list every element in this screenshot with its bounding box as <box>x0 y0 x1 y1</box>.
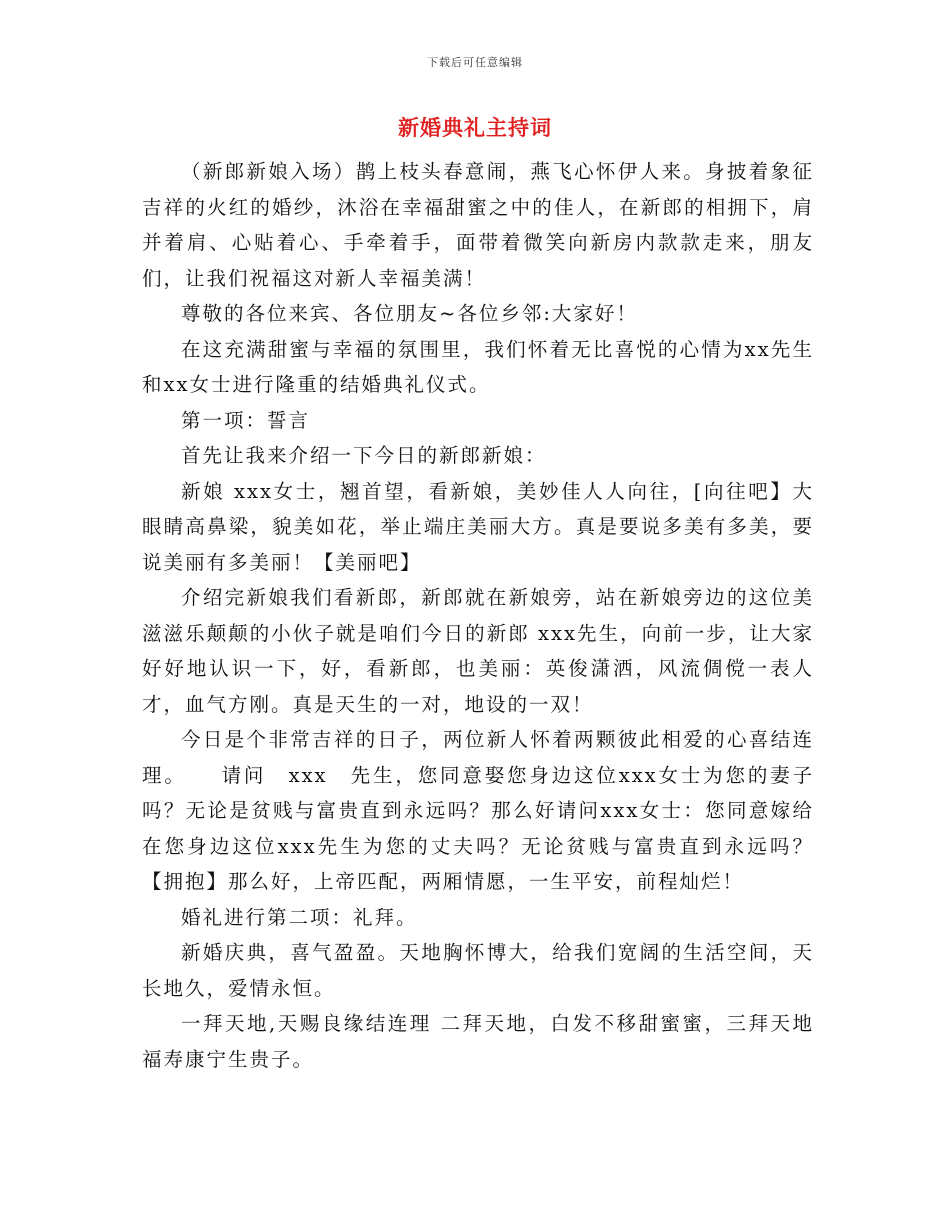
paragraph: （新郎新娘入场）鹊上枝头春意闹，燕飞心怀伊人来。身披着象征吉祥的火红的婚纱，沐浴在幸福甜蜜之中的佳人，在新郎的相拥下，肩并着肩、心贴着心、手牵着手，面带着微笑向新房内款款走来，朋友们，让我们祝福这对新人幸福美满！ <box>142 160 814 290</box>
document-body <box>142 154 814 1077</box>
paragraph: 新婚庆典，喜气盈盈。天地胸怀博大，给我们宽阔的生活空间，天长地久，爱情永恒。 <box>142 941 814 1000</box>
document-title: 新婚典礼主持词 <box>398 115 552 140</box>
paragraph: 尊敬的各位来宾、各位朋友~各位乡邻:大家好！ <box>181 302 638 325</box>
paragraph: 第一项：誓言 <box>181 408 311 432</box>
paragraph: 首先让我来介绍一下今日的新郎新娘： <box>181 444 547 467</box>
paragraph: 新娘 xxx女士，翘首望，看新娘，美妙佳人人向往，[向往吧】大眼睛高鼻梁，貌美如花，举止端庄美丽大方。真是要说多美有多美，要说美丽有多美丽！【美丽吧】 <box>142 479 814 574</box>
header-note: 下载后可任意编辑 <box>427 56 523 69</box>
paragraph: 在这充满甜蜜与幸福的氛围里，我们怀着无比喜悦的心情为xx先生和xx女士进行隆重的结婚典礼仪式。 <box>142 337 814 396</box>
paragraph: 一拜天地,天赐良缘结连理 二拜天地，白发不移甜蜜蜜，三拜天地福寿康宁生贵子。 <box>142 1012 814 1071</box>
paragraph: 今日是个非常吉祥的日子，两位新人怀着两颗彼此相爱的心喜结连理。 请问 xxx 先生，您同意娶您身边这位xxx女士为您的妻子吗？无论是贫贱与富贵直到永远吗？那么好请问xxx女士：您同意嫁给在您身边这位xxx先生为您的丈夫吗？无论贫贱与富贵直到永远吗？【拥抱】那么好，上帝匹配，两厢情愿，一生平安，前程灿烂！ <box>142 728 814 893</box>
paragraph: 婚礼进行第二项：礼拜。 <box>181 905 418 929</box>
paragraph: 介绍完新娘我们看新郎，新郎就在新娘旁，站在新娘旁边的这位美滋滋乐颠颠的小伙子就是咱们今日的新郎 xxx先生，向前一步，让大家好好地认识一下，好，看新郎，也美丽：英俊潇洒，风流倜傥一表人才，血气方刚。真是天生的一对，地设的一双！ <box>142 586 814 716</box>
